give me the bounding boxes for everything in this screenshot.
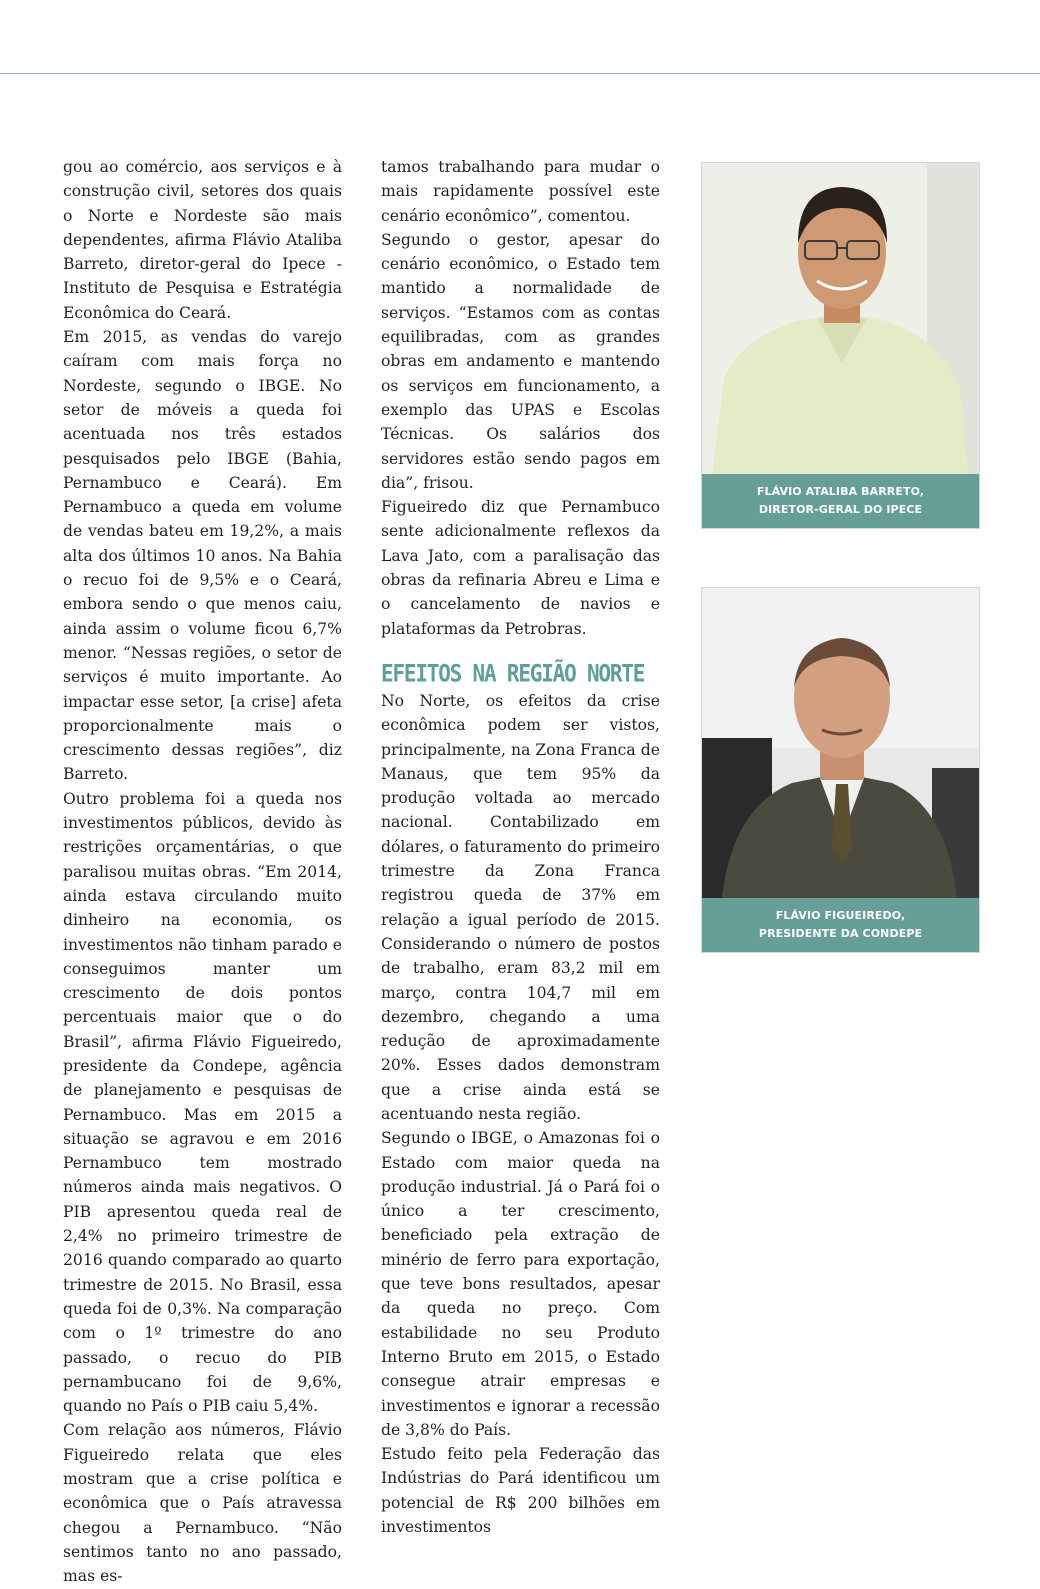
caption-line: PRESIDENTE DA CONDEPE (758, 927, 923, 940)
caption-line: DIRETOR-GERAL DO IPECE (758, 503, 923, 516)
photo-flavio-ataliba (701, 162, 980, 529)
article-column-2 (381, 155, 660, 1539)
paragraph: Em 2015, as vendas do varejo caíram com mais força no Nordeste, segundo o IBGE. No setor de móveis a queda foi acentuada nos três estados pesquisados pelo IBGE (Bahia, Pernambuco e Ceará). Em Pernambuco a queda em volume de vendas bateu em 19,2%, a mais alta dos últimos 10 anos. Na Bahia o recuo foi de 9,5% e o Ceará, embora sendo o que menos caiu, ainda assim o volume ficou 6,7% menor. “Nessas regiões, o setor de serviços é muito importante. Ao impactar esse setor, [a crise] afeta proporcionalmente mais o crescimento dessas regiões”, diz Barreto. (63, 328, 342, 784)
paragraph: tamos trabalhando para mudar o mais rapidamente possível este cenário econômico”, comentou. (381, 158, 660, 225)
caption-line: FLÁVIO FIGUEIREDO, (775, 909, 906, 922)
top-rule (0, 73, 1040, 74)
photo-caption (702, 474, 979, 528)
paragraph: Com relação aos números, Flávio Figueiredo relata que eles mostram que a crise política e econômica que o País atravessa chegou a Pernambuco. “Não sentimos tanto no ano passado, mas es- (63, 1421, 342, 1586)
paragraph: Segundo o IBGE, o Amazonas foi o Estado com maior queda na produção industrial. Já o Pará foi o único a ter crescimento, beneficiado pela extração de minério de ferro para exportação, que teve bons resultados, apesar da queda no preço. Com estabilidade no seu Produto Interno Bruto em 2015, o Estado consegue atrair empresas e investimentos e ignorar a recessão de 3,8% do País. (381, 1129, 660, 1439)
portrait-illustration (702, 163, 979, 474)
article-column-1 (63, 155, 342, 1589)
paragraph: Outro problema foi a queda nos investimentos públicos, devido às restrições orçamentárias, o que paralisou muitas obras. “Em 2014, ainda estava circulando muito dinheiro na economia, os investimentos não tinham parado e conseguimos manter um crescimento de dois pontos percentuais maior que o do Brasil”, afirma Flávio Figueiredo, presidente da Condepe, agência de planejamento e pesquisas de Pernambuco. Mas em 2015 a situação se agravou e em 2016 Pernambuco tem mostrado números ainda mais negativos. O PIB apresentou queda real de 2,4% no primeiro trimestre de 2016 quando comparado ao quarto trimestre de 2015. No Brasil, essa queda foi de 0,3%. Na comparação com o 1º trimestre do ano passado, o recuo do PIB pernambucano foi de 9,6%, quando no País o PIB caiu 5,4%. (63, 789, 342, 1416)
paragraph: Figueiredo diz que Pernambuco sente adicionalmente reflexos da Lava Jato, com a paralisação das obras da refinaria Abreu e Lima e o cancelamento de navios e plataformas da Petrobras. (381, 498, 660, 638)
portrait-photo (702, 588, 979, 898)
paragraph: Estudo feito pela Federação das Indústrias do Pará identificou um potencial de R$ 200 bilhões em investimentos (381, 1445, 660, 1537)
paragraph: Segundo o gestor, apesar do cenário econômico, o Estado tem mantido a normalidade de serviços. “Estamos com as contas equilibradas, com as grandes obras em andamento e mantendo os serviços em funcionamento, a exemplo das UPAS e Escolas Técnicas. Os salários dos servidores estão sendo pagos em dia”, frisou. (381, 230, 660, 492)
caption-line: FLÁVIO ATALIBA BARRETO, (756, 485, 925, 498)
photo-flavio-figueiredo (701, 587, 980, 953)
paragraph: No Norte, os efeitos da crise econômica podem ser vistos, principalmente, na Zona Franca de Manaus, que tem 95% da produção voltada ao mercado nacional. Contabilizado em dólares, o faturamento do primeiro trimestre da Zona Franca registrou queda de 37% em relação a igual período de 2015. Considerando o número de postos de trabalho, eram 83,2 mil em março, contra 104,7 mil em dezembro, chegando a uma redução de aproximadamente 20%. Esses dados demonstram que a crise ainda está se acentuando nesta região. (381, 691, 660, 1123)
photo-caption (702, 898, 979, 952)
portrait-photo (702, 163, 979, 474)
portrait-illustration (702, 588, 979, 898)
paragraph: gou ao comércio, aos serviços e à construção civil, setores dos quais o Norte e Nordeste são mais dependentes, afirma Flávio Ataliba Barreto, diretor-geral do Ipece - Instituto de Pesquisa e Estratégia Econômica do Ceará. (63, 158, 342, 322)
section-heading: EFEITOS NA REGIÃO NORTE (381, 659, 645, 688)
